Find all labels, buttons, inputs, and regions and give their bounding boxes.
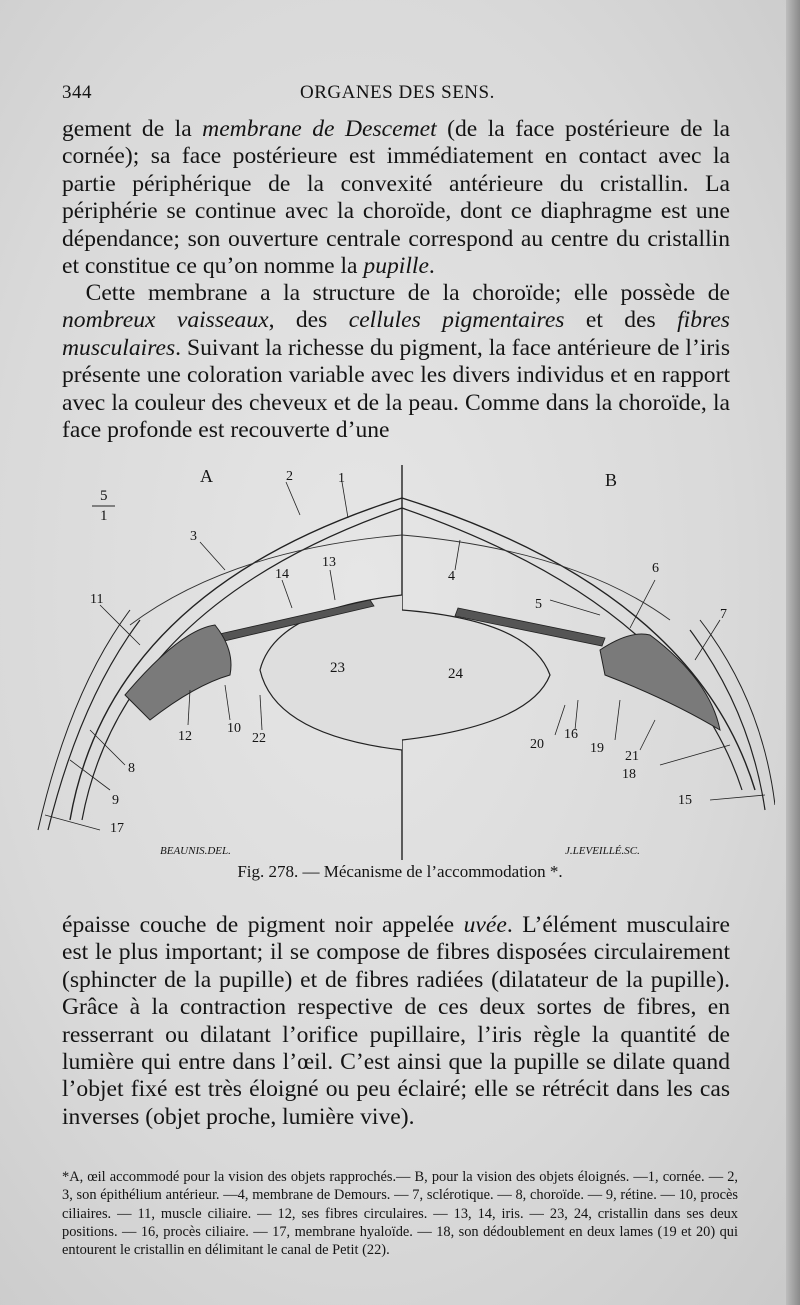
italic-term: pupille <box>363 253 429 280</box>
label-number: 2 <box>286 469 293 484</box>
paragraph-3 <box>62 912 730 1131</box>
text-run: épaisse couche de pigment noir appelée <box>62 912 464 938</box>
italic-term: nombreux vaisseaux <box>62 307 269 334</box>
label-B: B <box>605 470 618 490</box>
text-run: , des <box>268 307 349 334</box>
label-number: 6 <box>652 561 659 576</box>
label-number: 15 <box>678 793 692 808</box>
page-edge-shadow <box>786 0 800 1305</box>
sclera-right-arc <box>690 630 765 810</box>
text-run: . Suivant la richesse du pigment, la face antérieure de l’iris présente une coloration variable avec les divers individus et en rapport avec la couleur des cheveux et de la peau. Comme dans la choroïde, la face profonde est recouverte d’une <box>62 334 730 444</box>
italic-term: membrane de Descemet <box>202 116 437 142</box>
page-header <box>62 82 732 108</box>
label-number: 23 <box>330 660 345 676</box>
paragraph-2 <box>62 280 730 444</box>
engraver-signature-right: J.LEVEILLÉ.SC. <box>565 845 640 857</box>
label-number: 3 <box>190 529 197 544</box>
label-A: A <box>200 466 213 486</box>
label-number: 18 <box>622 767 636 782</box>
label-number: 19 <box>590 741 604 756</box>
label-number: 13 <box>322 555 336 570</box>
label-number: 5 <box>535 597 542 612</box>
label-number: 1 <box>338 471 345 486</box>
label-number: 21 <box>625 749 639 764</box>
text-run: (de la face postérieure de la cornée); sa face postérieure est immédiatement en contact avec la partie périphérique de la convexité antérieure du cristallin. La périphérie se continue avec la choroïde, dont ce diaphragme est une dépendance; son ouverture centrale correspond au centre du cristallin et constitue ce qu’on nomme la <box>62 116 730 280</box>
italic-term: fibres musculaires <box>62 307 730 361</box>
page-number: 344 <box>62 82 92 103</box>
scale-numerator: 5 <box>100 488 108 504</box>
running-title: ORGANES DES SENS. <box>300 82 495 103</box>
label-number: 14 <box>275 567 289 582</box>
label-number: 17 <box>110 821 124 836</box>
label-number: 9 <box>112 793 119 808</box>
label-number: 10 <box>227 721 241 736</box>
text-run: Cette membrane a la structure de la choroïde; elle possède de <box>85 280 730 306</box>
label-number: 8 <box>128 761 135 776</box>
scale-denominator: 1 <box>100 508 108 524</box>
label-number: 11 <box>90 592 104 607</box>
engraver-signature-left: BEAUNIS.DEL. <box>160 845 231 857</box>
label-number: 16 <box>564 727 578 742</box>
italic-term: cellules pigmentaires <box>348 307 565 334</box>
text-run: et des <box>564 307 678 334</box>
text-run: . <box>428 253 435 280</box>
italic-term: uvée <box>463 912 507 938</box>
sclera-left-arc <box>48 620 140 830</box>
text-run: . L’élément musculaire est le plus important; il se compose de fibres disposées circulairement (sphincter de la pupille) et de fibres radiées (dilatateur de la pupille). Grâce à la contraction respective de ces deux sortes de fibres, en resserrant ou dilatant l’orifice pupillaire, l’iris règle la quantité de lumière qui entre dans l’œil. C’est ainsi que la pupille se dilate quand l’objet fixé est très éloigné ou peu éclairé; elle se rétrécit dans les cas inverses (objet proche, lumière vive). <box>62 912 731 1130</box>
figure-caption: Fig. 278. — Mécanisme de l’accommodation *. <box>237 862 563 881</box>
label-number: 24 <box>448 666 463 682</box>
label-number: 20 <box>530 737 544 752</box>
figure-footnote: *A, œil accommodé pour la vision des objets rapprochés.— B, pour la vision des objets éloignés. —1, cornée. — 2, 3, son épithélium antérieur. —4, membrane de Demours. — 7, sclérotique. — 8, choroïde. — 9, rétine. — 10, procès ciliaires. — 11, muscle ciliaire. — 12, ses fibres circulaires. — 13, 14, iris. — 23, 24, cristallin dans ses deux positions. — 16, procès ciliaire. — 17, membrane hyaloïde. — 18, son dédoublement en deux lames (19 et 20) qui entourent le cristallin en délimitant le canal de Petit (22). <box>62 1169 738 1259</box>
label-number: 22 <box>252 731 266 746</box>
paragraph-1 <box>62 116 730 280</box>
label-number: 4 <box>448 569 455 584</box>
label-number: 12 <box>178 729 192 744</box>
text-run: gement de la <box>62 116 203 142</box>
label-number: 7 <box>720 607 727 622</box>
eye-accommodation-figure <box>30 460 775 860</box>
